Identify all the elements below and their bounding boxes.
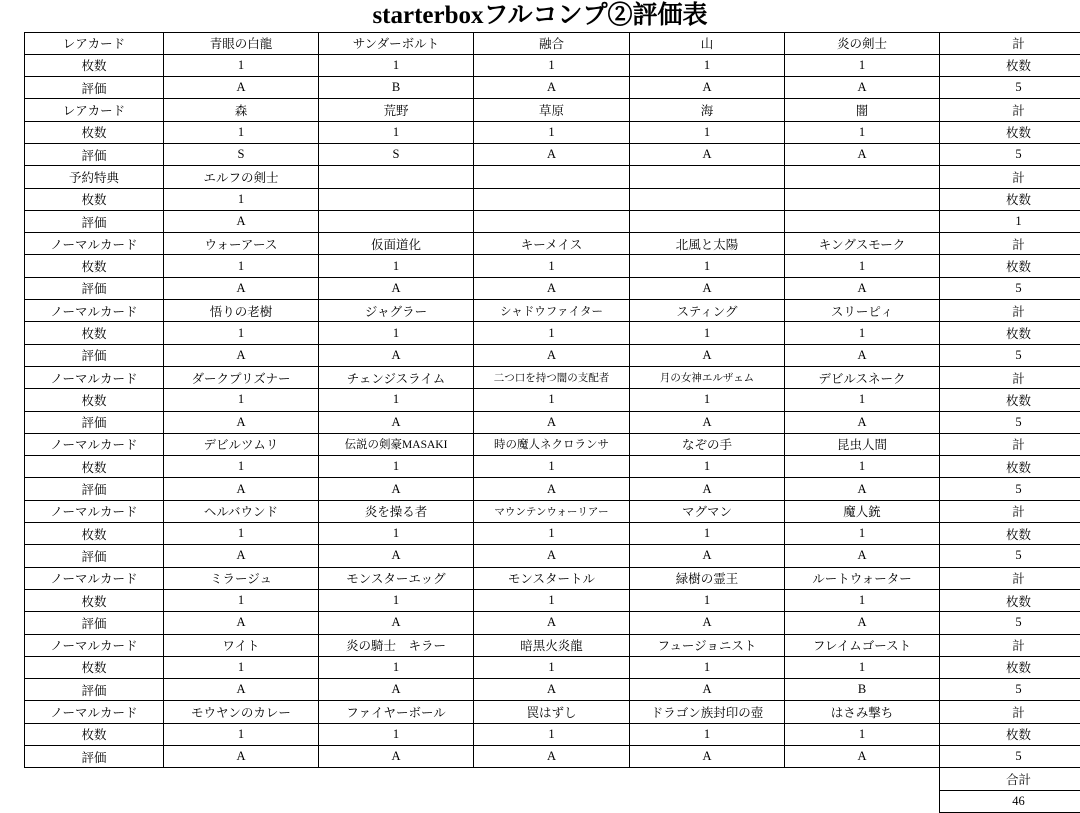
card-count: 1 (630, 456, 785, 478)
table-row (25, 433, 1080, 455)
sum-header: 計 (940, 500, 1080, 522)
card-count-empty (474, 188, 630, 210)
table-row (25, 523, 1080, 545)
spacer-cell (785, 790, 940, 812)
card-name: ドラゴン族封印の壺 (630, 701, 785, 723)
table-row (25, 500, 1080, 522)
sum-rating: 5 (940, 612, 1080, 634)
table-row (25, 54, 1080, 76)
spacer-cell (630, 768, 785, 790)
row-label-rating: 評価 (25, 746, 164, 768)
sum-rating: 5 (940, 77, 1080, 99)
card-name: モンスターエッグ (319, 567, 474, 589)
card-rating: A (319, 411, 474, 433)
card-rating: A (164, 344, 319, 366)
block-label: ノーマルカード (25, 500, 164, 522)
card-name: ミラージュ (164, 567, 319, 589)
card-name: 昆虫人間 (785, 433, 940, 455)
card-count: 1 (164, 523, 319, 545)
block-label: ノーマルカード (25, 233, 164, 255)
card-count: 1 (785, 255, 940, 277)
grand-total-value-row (25, 790, 1080, 812)
card-rating: A (319, 545, 474, 567)
card-name: 罠はずし (474, 701, 630, 723)
card-rating: A (785, 277, 940, 299)
card-count: 1 (319, 723, 474, 745)
card-name: エルフの剣士 (164, 166, 319, 188)
card-count: 1 (785, 389, 940, 411)
sum-header: 計 (940, 32, 1080, 54)
card-rating: A (630, 545, 785, 567)
block-label: ノーマルカード (25, 567, 164, 589)
sum-header: 計 (940, 433, 1080, 455)
card-name: フュージョニスト (630, 634, 785, 656)
card-rating: A (630, 612, 785, 634)
card-name: 暗黒火炎龍 (474, 634, 630, 656)
row-label-count: 枚数 (25, 389, 164, 411)
card-name: 山 (630, 32, 785, 54)
block-label: ノーマルカード (25, 433, 164, 455)
card-rating: A (319, 277, 474, 299)
card-name: ワイト (164, 634, 319, 656)
card-count: 1 (319, 255, 474, 277)
card-name: シャドウファイター (474, 300, 630, 322)
grand-total-value: 46 (940, 790, 1080, 812)
card-count: 1 (319, 121, 474, 143)
block-label: ノーマルカード (25, 300, 164, 322)
card-rating: A (630, 679, 785, 701)
card-rating: A (630, 143, 785, 165)
card-count: 1 (630, 656, 785, 678)
card-name: 草原 (474, 99, 630, 121)
card-count: 1 (164, 188, 319, 210)
table-row (25, 612, 1080, 634)
table-row (25, 478, 1080, 500)
card-count-empty (630, 188, 785, 210)
table-row (25, 389, 1080, 411)
card-rating: A (785, 545, 940, 567)
card-count: 1 (319, 456, 474, 478)
card-count: 1 (164, 255, 319, 277)
card-count: 1 (785, 322, 940, 344)
table-row (25, 166, 1080, 188)
evaluation-table (24, 32, 1080, 813)
card-rating: A (474, 746, 630, 768)
card-count: 1 (164, 322, 319, 344)
card-rating: A (474, 478, 630, 500)
table-row (25, 300, 1080, 322)
page-title: starterboxフルコンプ②評価表 (0, 0, 1080, 32)
sum-rating: 5 (940, 277, 1080, 299)
block-label: レアカード (25, 32, 164, 54)
row-label-rating: 評価 (25, 411, 164, 433)
card-name: ルートウォーター (785, 567, 940, 589)
spacer-cell (630, 790, 785, 812)
card-name: 融合 (474, 32, 630, 54)
sum-header: 計 (940, 634, 1080, 656)
card-rating: A (474, 277, 630, 299)
spacer-cell (474, 790, 630, 812)
table-row (25, 656, 1080, 678)
sum-count-label: 枚数 (940, 523, 1080, 545)
row-label-rating: 評価 (25, 143, 164, 165)
sum-rating: 5 (940, 143, 1080, 165)
card-name: スティング (630, 300, 785, 322)
card-rating: A (630, 344, 785, 366)
card-name: デビルツムリ (164, 433, 319, 455)
card-count: 1 (630, 389, 785, 411)
card-rating: A (164, 545, 319, 567)
card-count: 1 (164, 723, 319, 745)
card-rating: A (164, 77, 319, 99)
row-label-rating: 評価 (25, 77, 164, 99)
card-count: 1 (474, 589, 630, 611)
card-name: ダークプリズナー (164, 366, 319, 388)
table-row (25, 32, 1080, 54)
sum-header: 計 (940, 166, 1080, 188)
row-label-count: 枚数 (25, 121, 164, 143)
spacer-cell (785, 768, 940, 790)
card-rating: A (630, 411, 785, 433)
card-count: 1 (474, 523, 630, 545)
card-rating: A (319, 478, 474, 500)
spacer-cell (319, 790, 474, 812)
sum-header: 計 (940, 99, 1080, 121)
row-label-rating: 評価 (25, 679, 164, 701)
card-count: 1 (164, 389, 319, 411)
card-count: 1 (319, 54, 474, 76)
card-name: マウンテンウォーリアー (474, 500, 630, 522)
card-rating: A (630, 478, 785, 500)
card-rating: A (785, 612, 940, 634)
card-count: 1 (785, 54, 940, 76)
sum-header: 計 (940, 366, 1080, 388)
card-rating: A (785, 143, 940, 165)
card-rating: A (164, 746, 319, 768)
card-name: 闇 (785, 99, 940, 121)
card-count: 1 (630, 255, 785, 277)
card-count: 1 (785, 589, 940, 611)
card-count-empty (319, 188, 474, 210)
table-row (25, 233, 1080, 255)
grand-total-label-row (25, 768, 1080, 790)
card-name: チェンジスライム (319, 366, 474, 388)
card-count: 1 (474, 322, 630, 344)
card-count: 1 (630, 54, 785, 76)
card-name-empty (630, 166, 785, 188)
table-row (25, 545, 1080, 567)
card-count: 1 (319, 523, 474, 545)
card-name: モウヤンのカレー (164, 701, 319, 723)
sum-rating: 5 (940, 478, 1080, 500)
card-name: 緑樹の霊王 (630, 567, 785, 589)
sum-count-label: 枚数 (940, 121, 1080, 143)
card-rating: A (474, 77, 630, 99)
card-name: キーメイス (474, 233, 630, 255)
card-name: 海 (630, 99, 785, 121)
card-count: 1 (319, 322, 474, 344)
card-rating: A (474, 545, 630, 567)
spacer-cell (25, 768, 164, 790)
card-rating: B (319, 77, 474, 99)
card-count: 1 (474, 389, 630, 411)
sum-rating: 5 (940, 411, 1080, 433)
sum-rating: 5 (940, 746, 1080, 768)
card-rating: B (785, 679, 940, 701)
card-name: 悟りの老樹 (164, 300, 319, 322)
card-rating: A (474, 411, 630, 433)
sum-header: 計 (940, 233, 1080, 255)
card-rating: S (164, 143, 319, 165)
block-label: ノーマルカード (25, 366, 164, 388)
card-name: 仮面道化 (319, 233, 474, 255)
card-count: 1 (630, 723, 785, 745)
card-count: 1 (319, 656, 474, 678)
block-label: ノーマルカード (25, 634, 164, 656)
card-name-empty (319, 166, 474, 188)
card-count: 1 (164, 656, 319, 678)
card-count: 1 (474, 656, 630, 678)
card-name-empty (474, 166, 630, 188)
row-label-rating: 評価 (25, 277, 164, 299)
card-rating: A (630, 77, 785, 99)
card-count: 1 (474, 255, 630, 277)
card-rating: A (319, 612, 474, 634)
table-row (25, 679, 1080, 701)
card-rating: A (474, 143, 630, 165)
table-row (25, 322, 1080, 344)
table-row (25, 746, 1080, 768)
card-name: ウォーアース (164, 233, 319, 255)
card-rating: A (164, 612, 319, 634)
table-row (25, 567, 1080, 589)
card-count: 1 (319, 389, 474, 411)
row-label-count: 枚数 (25, 523, 164, 545)
sum-count-label: 枚数 (940, 322, 1080, 344)
card-rating: S (319, 143, 474, 165)
card-name: 炎の剣士 (785, 32, 940, 54)
card-name: 北風と太陽 (630, 233, 785, 255)
card-rating: A (474, 344, 630, 366)
sum-count-label: 枚数 (940, 656, 1080, 678)
row-label-rating: 評価 (25, 344, 164, 366)
card-rating: A (785, 411, 940, 433)
card-name: ファイヤーボール (319, 701, 474, 723)
card-count: 1 (164, 121, 319, 143)
card-rating: A (319, 746, 474, 768)
card-rating-empty (474, 210, 630, 232)
card-rating-empty (630, 210, 785, 232)
card-name: モンスタートル (474, 567, 630, 589)
spacer-cell (25, 790, 164, 812)
card-count: 1 (474, 121, 630, 143)
card-name: 青眼の白龍 (164, 32, 319, 54)
sum-count-label: 枚数 (940, 255, 1080, 277)
card-rating: A (164, 411, 319, 433)
card-name-empty (785, 166, 940, 188)
card-name: マグマン (630, 500, 785, 522)
row-label-rating: 評価 (25, 545, 164, 567)
card-rating: A (785, 344, 940, 366)
table-row (25, 701, 1080, 723)
card-name: 炎を操る者 (319, 500, 474, 522)
card-name: スリーピィ (785, 300, 940, 322)
card-count: 1 (630, 322, 785, 344)
card-count: 1 (164, 589, 319, 611)
card-count: 1 (630, 121, 785, 143)
table-row (25, 366, 1080, 388)
row-label-count: 枚数 (25, 456, 164, 478)
spacer-cell (164, 790, 319, 812)
card-rating: A (630, 746, 785, 768)
card-count-empty (785, 188, 940, 210)
card-name: はさみ撃ち (785, 701, 940, 723)
table-row (25, 210, 1080, 232)
card-rating: A (319, 344, 474, 366)
card-name: ジャグラー (319, 300, 474, 322)
card-name: 伝説の剣豪MASAKI (319, 433, 474, 455)
table-row (25, 188, 1080, 210)
card-count: 1 (630, 589, 785, 611)
card-rating: A (164, 210, 319, 232)
table-row (25, 411, 1080, 433)
card-count: 1 (785, 121, 940, 143)
card-name: ヘルバウンド (164, 500, 319, 522)
card-name: デビルスネーク (785, 366, 940, 388)
card-rating: A (164, 478, 319, 500)
spacer-cell (474, 768, 630, 790)
block-label: レアカード (25, 99, 164, 121)
card-name: 炎の騎士 キラー (319, 634, 474, 656)
row-label-rating: 評価 (25, 478, 164, 500)
sum-rating: 1 (940, 210, 1080, 232)
card-name: フレイムゴースト (785, 634, 940, 656)
card-count: 1 (164, 54, 319, 76)
spacer-cell (164, 768, 319, 790)
table-row (25, 121, 1080, 143)
card-count: 1 (474, 723, 630, 745)
card-rating-empty (319, 210, 474, 232)
table-row (25, 634, 1080, 656)
card-rating: A (474, 679, 630, 701)
card-rating: A (164, 277, 319, 299)
card-count: 1 (474, 456, 630, 478)
row-label-count: 枚数 (25, 589, 164, 611)
table-row (25, 723, 1080, 745)
sum-header: 計 (940, 300, 1080, 322)
sum-count-label: 枚数 (940, 389, 1080, 411)
card-name: 森 (164, 99, 319, 121)
table-row (25, 255, 1080, 277)
card-name: 月の女神エルザェム (630, 366, 785, 388)
card-count: 1 (785, 723, 940, 745)
card-name: なぞの手 (630, 433, 785, 455)
block-label: ノーマルカード (25, 701, 164, 723)
card-count: 1 (785, 523, 940, 545)
card-count: 1 (164, 456, 319, 478)
table-row (25, 277, 1080, 299)
row-label-count: 枚数 (25, 54, 164, 76)
table-row (25, 344, 1080, 366)
card-rating-empty (785, 210, 940, 232)
row-label-count: 枚数 (25, 255, 164, 277)
card-rating: A (474, 612, 630, 634)
card-rating: A (785, 478, 940, 500)
card-name: 魔人銃 (785, 500, 940, 522)
card-rating: A (630, 277, 785, 299)
spacer-cell (319, 768, 474, 790)
table-row (25, 99, 1080, 121)
card-name: 時の魔人ネクロランサ (474, 433, 630, 455)
card-rating: A (164, 679, 319, 701)
sum-rating: 5 (940, 679, 1080, 701)
table-row (25, 77, 1080, 99)
row-label-rating: 評価 (25, 612, 164, 634)
sum-count-label: 枚数 (940, 723, 1080, 745)
sum-count-label: 枚数 (940, 54, 1080, 76)
card-rating: A (319, 679, 474, 701)
row-label-count: 枚数 (25, 322, 164, 344)
card-count: 1 (785, 656, 940, 678)
sum-header: 計 (940, 567, 1080, 589)
row-label-count: 枚数 (25, 656, 164, 678)
card-rating: A (785, 77, 940, 99)
card-name: キングスモーク (785, 233, 940, 255)
card-name: 二つ口を持つ闇の支配者 (474, 366, 630, 388)
table-row (25, 143, 1080, 165)
sum-count-label: 枚数 (940, 188, 1080, 210)
sum-count-label: 枚数 (940, 456, 1080, 478)
card-count: 1 (474, 54, 630, 76)
table-row (25, 456, 1080, 478)
card-name: 荒野 (319, 99, 474, 121)
card-name: サンダーボルト (319, 32, 474, 54)
table-row (25, 589, 1080, 611)
row-label-rating: 評価 (25, 210, 164, 232)
row-label-count: 枚数 (25, 188, 164, 210)
sum-rating: 5 (940, 545, 1080, 567)
grand-total-label: 合計 (940, 768, 1080, 790)
sum-count-label: 枚数 (940, 589, 1080, 611)
card-count: 1 (319, 589, 474, 611)
card-count: 1 (630, 523, 785, 545)
row-label-count: 枚数 (25, 723, 164, 745)
sum-rating: 5 (940, 344, 1080, 366)
card-rating: A (785, 746, 940, 768)
sum-header: 計 (940, 701, 1080, 723)
block-label: 予約特典 (25, 166, 164, 188)
card-count: 1 (785, 456, 940, 478)
